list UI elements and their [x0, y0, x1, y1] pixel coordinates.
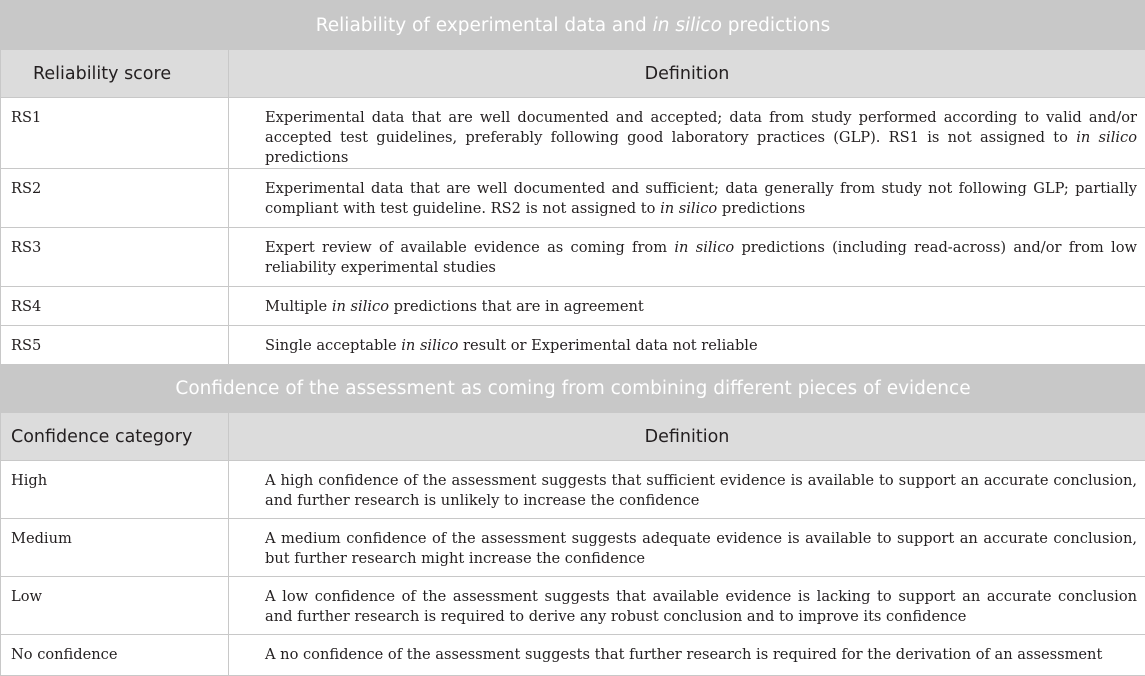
section-confidence-title-row — [1, 365, 1145, 413]
score-definition: Experimental data that are well documented and accepted; data from study performed according to valid and/or accepted test guidelines, preferably following good laboratory practices (GLP). RS1 is not assigned to in silico predictions — [229, 98, 1145, 169]
score-definition: Multiple in silico predictions that are in agreement — [229, 287, 1145, 326]
confidence-label: No confidence — [1, 635, 229, 676]
section-confidence-title: Confidence of the assessment as coming from combining different pieces of evidence — [1, 365, 1145, 413]
section-reliability-title-row — [1, 1, 1145, 50]
score-label: RS5 — [1, 326, 229, 365]
table-row — [1, 169, 1145, 228]
confidence-label: High — [1, 461, 229, 519]
confidence-definition: A high confidence of the assessment suggests that sufficient evidence is available to support an accurate conclusion, and further research is unlikely to increase the confidence — [229, 461, 1145, 519]
confidence-category-header: Confidence category — [1, 413, 229, 461]
table-row — [1, 577, 1145, 635]
reliability-definition-header: Definition — [229, 50, 1145, 98]
confidence-label: Low — [1, 577, 229, 635]
reliability-score-header: Reliability score — [1, 50, 229, 98]
table-row — [1, 228, 1145, 287]
table-row — [1, 461, 1145, 519]
confidence-column-header-row — [1, 413, 1145, 461]
score-definition: Expert review of available evidence as coming from in silico predictions (including read-across) and/or from low reliability experimental studies — [229, 228, 1145, 287]
table-row — [1, 326, 1145, 365]
section-reliability-title: Reliability of experimental data and in silico predictions — [1, 1, 1145, 50]
score-definition: Single acceptable in silico result or Experimental data not reliable — [229, 326, 1145, 365]
score-label: RS2 — [1, 169, 229, 228]
table-row — [1, 98, 1145, 169]
confidence-definition-header: Definition — [229, 413, 1145, 461]
confidence-definition: A low confidence of the assessment suggests that available evidence is lacking to support an accurate conclusion and further research is required to derive any robust conclusion and to improve its confidence — [229, 577, 1145, 635]
confidence-label: Medium — [1, 519, 229, 577]
confidence-definition: A medium confidence of the assessment suggests adequate evidence is available to support an accurate conclusion, but further research might increase the confidence — [229, 519, 1145, 577]
reliability-column-header-row — [1, 50, 1145, 98]
score-label: RS3 — [1, 228, 229, 287]
table-row — [1, 635, 1145, 676]
table-row — [1, 287, 1145, 326]
score-label: RS1 — [1, 98, 229, 169]
confidence-definition: A no confidence of the assessment suggests that further research is required for the derivation of an assessment — [229, 635, 1145, 676]
score-definition: Experimental data that are well documented and sufficient; data generally from study not following GLP; partially compliant with test guideline. RS2 is not assigned to in silico predictions — [229, 169, 1145, 228]
score-label: RS4 — [1, 287, 229, 326]
table-row — [1, 519, 1145, 577]
